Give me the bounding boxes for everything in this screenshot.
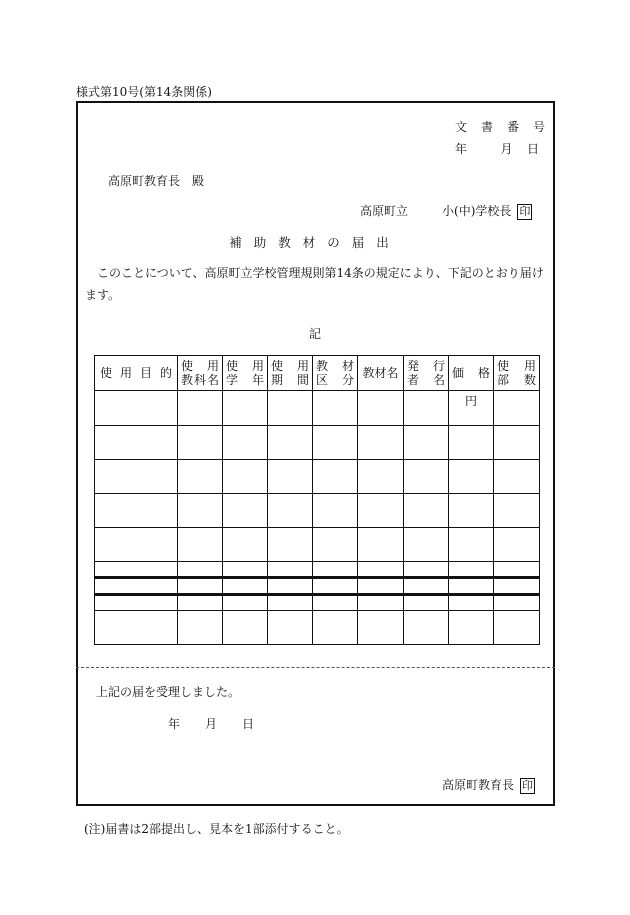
receipt-month-label: 月 [205,717,218,731]
superintendent-title: 高原町教育長 [442,778,515,792]
footnote: (注)届書は2部提出し、見本を1部添付すること。 [84,822,349,836]
header-copies: 使用 部数 [494,356,540,391]
materials-table [94,355,540,645]
header-material-name: 教材名 [358,356,404,391]
form-number-label: 様式第10号(第14条関係) [76,85,212,99]
body-text: このことについて、高原町立学校管理規則第14条の規定により、下記のとおり届けます。 [85,266,544,302]
receipt-text: 上記の届を受理しました。 [96,685,241,699]
header-purpose: 使用目的 [95,356,178,391]
table-row [95,528,540,562]
receipt-year-label: 年 [168,717,181,731]
table-row [95,426,540,460]
table-row [95,391,540,426]
table-row [95,611,540,645]
table-row [95,595,540,611]
seal-mark: 印 [519,204,531,218]
receipt-day-label: 日 [242,717,255,731]
month-label: 月 [500,142,513,156]
table-row [95,562,540,578]
table-row [95,578,540,595]
header-category: 教材 区分 [313,356,358,391]
receipt-date [168,715,254,732]
sender-school: 小(中)学校長 [442,204,512,218]
ki-heading: 記 [308,327,321,341]
sender-prefix: 高原町立 [360,204,409,218]
submission-date [455,140,539,157]
document-title: 補助教材の届出 [229,235,401,250]
header-price: 価格 [449,356,494,391]
table-row [95,494,540,528]
price-unit[interactable]: 円 [449,391,494,426]
header-subject: 使用 教科名 [178,356,223,391]
header-grade: 使用 学年 [223,356,268,391]
table-row [95,460,540,494]
day-label: 日 [526,142,539,156]
sender [360,202,532,220]
document-number-label: 文書番号 [455,120,560,134]
header-period: 使用 期間 [268,356,313,391]
addressee: 高原町教育長 殿 [108,174,205,188]
cut-line [76,667,555,668]
header-publisher: 発行 者名 [404,356,449,391]
table-header-row [95,356,540,391]
superintendent [442,776,535,794]
seal-mark: 印 [522,778,534,792]
year-label: 年 [455,142,468,156]
